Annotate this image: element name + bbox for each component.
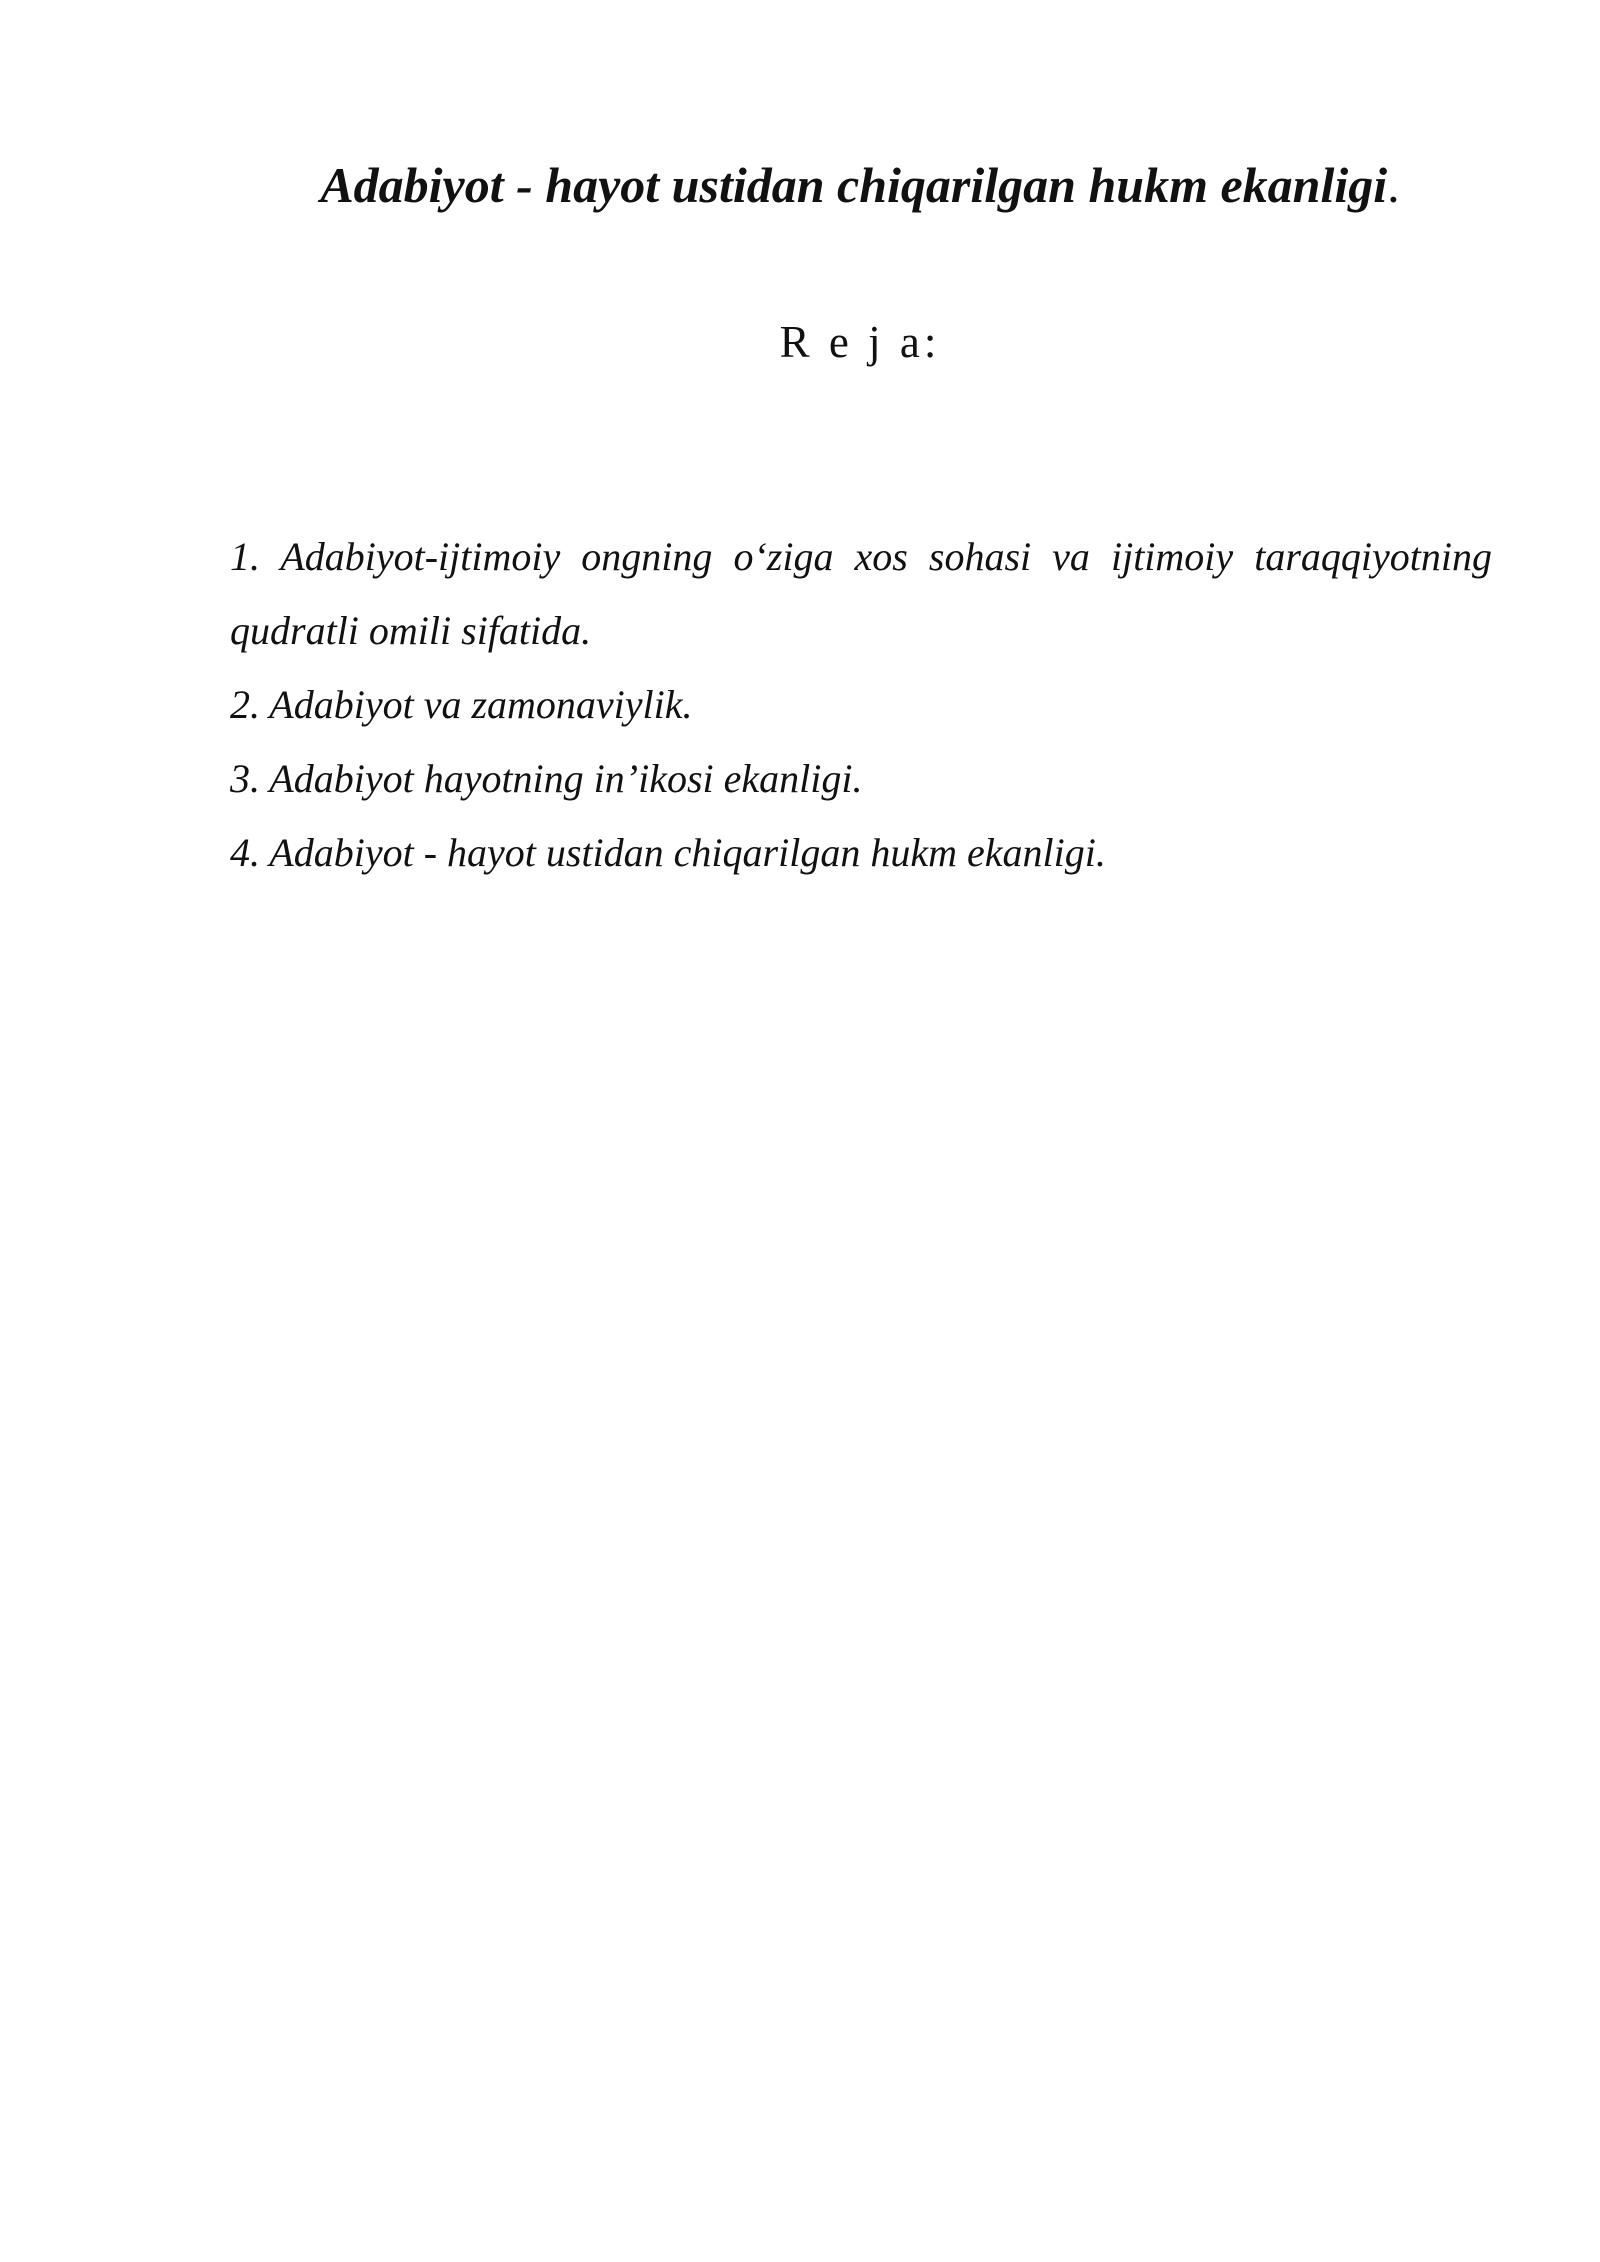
- document-title-text: Adabiyot - hayot ustidan chiqarilgan hukm ekanligi: [320, 157, 1388, 213]
- document-title: [180, 150, 1540, 220]
- plan-item: 2. Adabiyot va zamonaviylik.: [230, 682, 693, 727]
- plan-heading: R e j a:: [779, 317, 941, 367]
- plan-item: 3. Adabiyot hayotning in’ikosi ekanligi.: [230, 756, 863, 801]
- plan-item: 1. Adabiyot-ijtimoiy ongning o‘ziga xos sohasi va ijtimoiy taraqqiyotning qudratli omili sifatida.: [230, 534, 1492, 653]
- document-title-period: .: [1387, 157, 1400, 213]
- plan-list: [230, 520, 1492, 890]
- plan-item: 4. Adabiyot - hayot ustidan chiqarilgan hukm ekanligi.: [230, 830, 1106, 875]
